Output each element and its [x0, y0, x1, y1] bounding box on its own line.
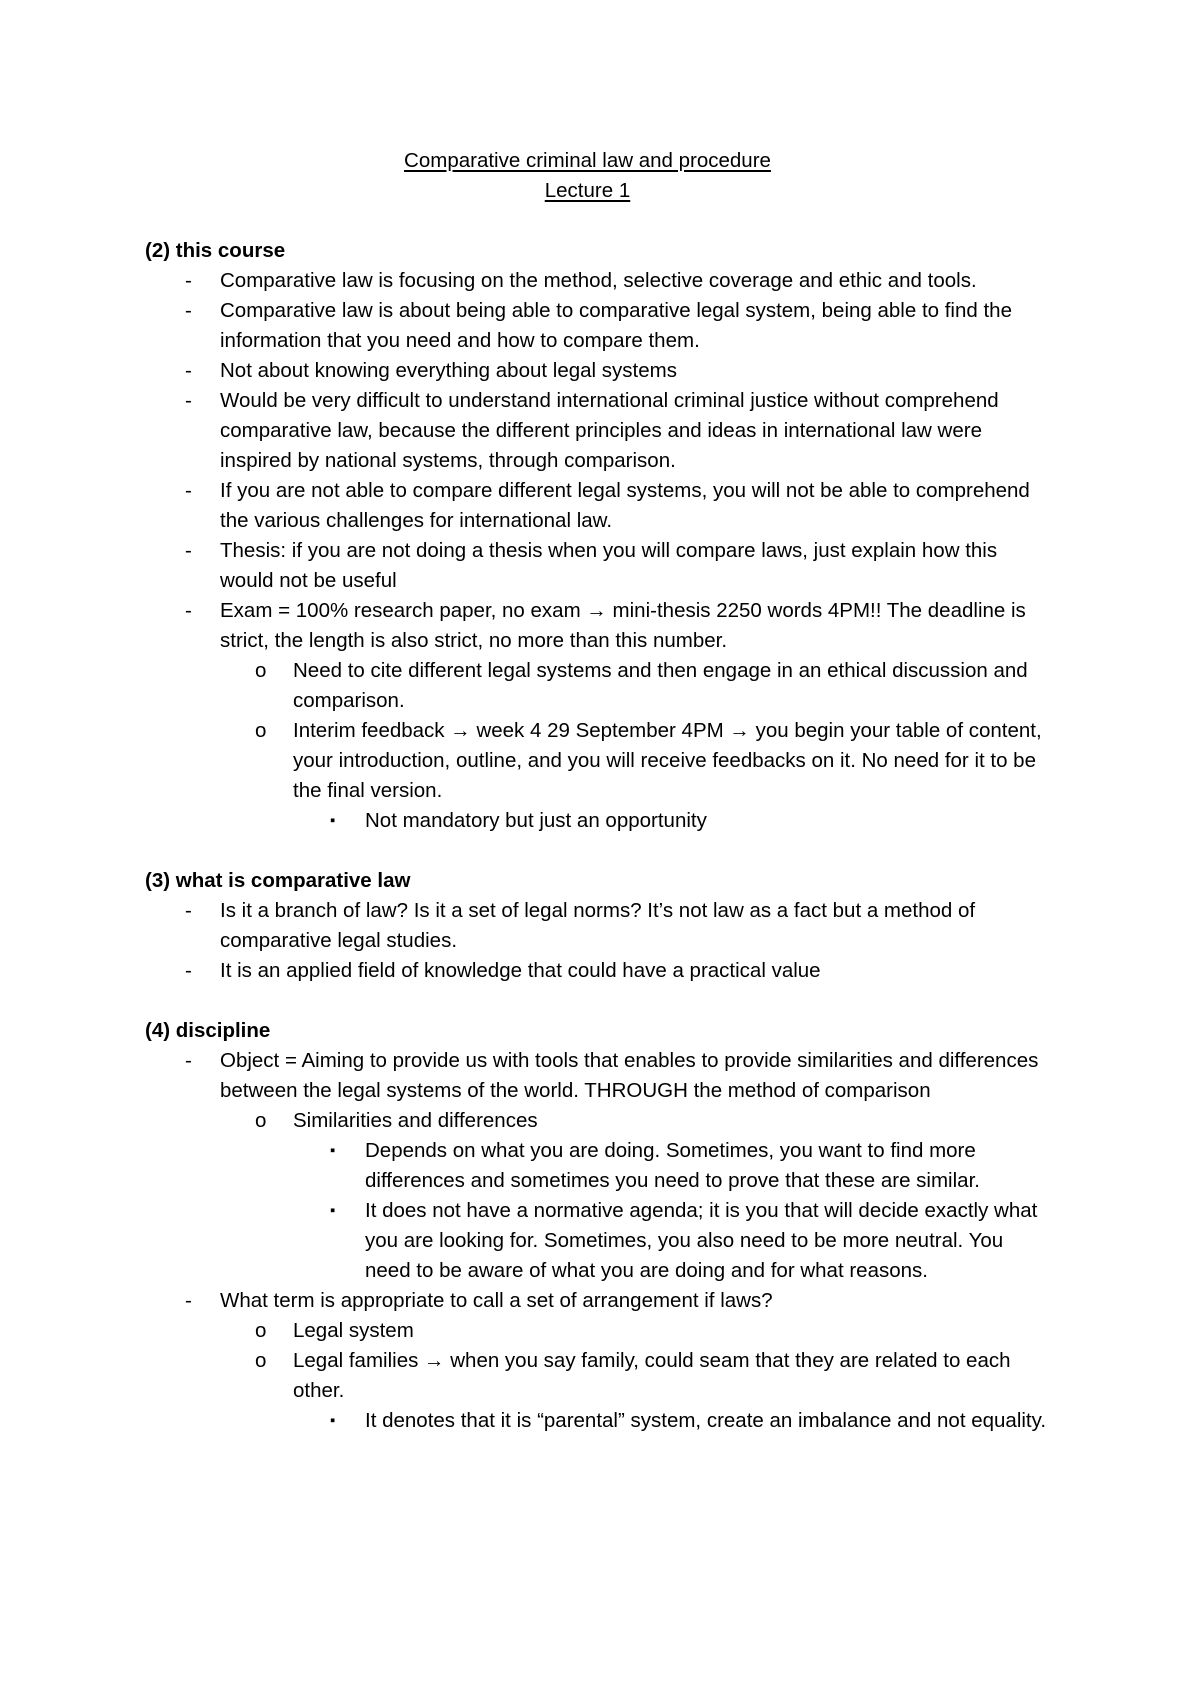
dash-marker: - [185, 269, 192, 292]
square-bullet-icon: ▪ [330, 1202, 336, 1219]
list-item [145, 386, 1050, 476]
list-item-text: It does not have a normative agenda; it is you that will decide exactly what you are looking for. Sometimes, you also need to be more neutral. You need to be aware of what you are doing and for what reasons. [365, 1199, 1038, 1282]
list-item [145, 896, 1050, 956]
sub-sub-list-item [145, 806, 1050, 836]
list-item [145, 1046, 1050, 1106]
list-item-text: Object = Aiming to provide us with tools that enables to provide similarities and differences between the legal systems of the world. THROUGH the method of comparison [220, 1049, 1039, 1102]
list-item-text: Need to cite different legal systems and then engage in an ethical discussion and comparison. [293, 659, 1028, 712]
circle-bullet-icon: o [255, 1109, 267, 1132]
dash-marker: - [185, 479, 192, 502]
sub-list-item [145, 1106, 1050, 1136]
dash-marker: - [185, 1289, 192, 1312]
list-item [145, 296, 1050, 356]
square-bullet-icon: ▪ [330, 1142, 336, 1159]
list-item-text: Is it a branch of law? Is it a set of legal norms? It’s not law as a fact but a method of comparative legal studies. [220, 899, 976, 952]
section-heading: (4) discipline [145, 1019, 271, 1042]
circle-bullet-icon: o [255, 1319, 267, 1342]
list-item-text: What term is appropriate to call a set of arrangement if laws? [220, 1289, 773, 1312]
circle-bullet-icon: o [255, 659, 267, 682]
list-item-text: It is an applied field of knowledge that could have a practical value [220, 959, 821, 982]
list-item-text: Not mandatory but just an opportunity [365, 809, 707, 832]
list-item [145, 956, 1050, 986]
dash-marker: - [185, 899, 192, 922]
dash-marker: - [185, 299, 192, 322]
section-heading: (3) what is comparative law [145, 869, 411, 892]
list-item [145, 1286, 1050, 1316]
circle-bullet-icon: o [255, 719, 267, 742]
list-item-text: It denotes that it is “parental” system, create an imbalance and not equality. [365, 1409, 1047, 1432]
section-what-is-comparative-law [145, 866, 1050, 986]
lecture-number: Lecture 1 [544, 179, 631, 202]
list-item-text: Interim feedback → week 4 29 September 4PM → you begin your table of content, your introduction, outline, and you will receive feedbacks on it. No need for it to be the final version. [293, 719, 1042, 802]
section-discipline [145, 1016, 1050, 1436]
list-item-text: Would be very difficult to understand international criminal justice without comprehend comparative law, because the different principles and ideas in international law were inspired by national systems, through comparison. [220, 389, 999, 472]
square-bullet-icon: ▪ [330, 812, 336, 829]
list-item-text: Not about knowing everything about legal systems [220, 359, 677, 382]
square-bullet-icon: ▪ [330, 1412, 336, 1429]
sub-sub-list-item [145, 1406, 1050, 1436]
section-this-course [145, 236, 1050, 836]
list-item-text: Comparative law is about being able to comparative legal system, being able to find the information that you need and how to compare them. [220, 299, 1012, 352]
sub-list-item [145, 656, 1050, 716]
circle-bullet-icon: o [255, 1349, 267, 1372]
dash-marker: - [185, 599, 192, 622]
dash-marker: - [185, 1049, 192, 1072]
document-title: Comparative criminal law and procedure [404, 149, 771, 172]
sub-list-item [145, 716, 1050, 806]
list-item-text: Exam = 100% research paper, no exam → mini-thesis 2250 words 4PM!! The deadline is strict, the length is also strict, no more than this number. [220, 599, 1026, 652]
list-item-text: Thesis: if you are not doing a thesis when you will compare laws, just explain how this would not be useful [220, 539, 998, 592]
list-item [145, 266, 1050, 296]
dash-marker: - [185, 359, 192, 382]
dash-marker: - [185, 959, 192, 982]
sub-list-item [145, 1346, 1050, 1406]
title-block [125, 146, 1050, 206]
sub-list-item [145, 1316, 1050, 1346]
list-item-text: Legal families → when you say family, could seam that they are related to each other. [293, 1349, 1011, 1402]
list-item [145, 356, 1050, 386]
dash-marker: - [185, 539, 192, 562]
dash-marker: - [185, 389, 192, 412]
list-item-text: If you are not able to compare different legal systems, you will not be able to comprehend the various challenges for international law. [220, 479, 1030, 532]
list-item [145, 536, 1050, 596]
list-item-text: Similarities and differences [293, 1109, 538, 1132]
document-body [145, 146, 1050, 1436]
sub-sub-list-item [145, 1196, 1050, 1286]
list-item-text: Comparative law is focusing on the method, selective coverage and ethic and tools. [220, 269, 977, 292]
section-heading: (2) this course [145, 239, 286, 262]
list-item-text: Legal system [293, 1319, 414, 1342]
list-item-text: Depends on what you are doing. Sometimes, you want to find more differences and sometimes you need to prove that these are similar. [365, 1139, 980, 1192]
sub-sub-list-item [145, 1136, 1050, 1196]
list-item [145, 596, 1050, 656]
list-item [145, 476, 1050, 536]
